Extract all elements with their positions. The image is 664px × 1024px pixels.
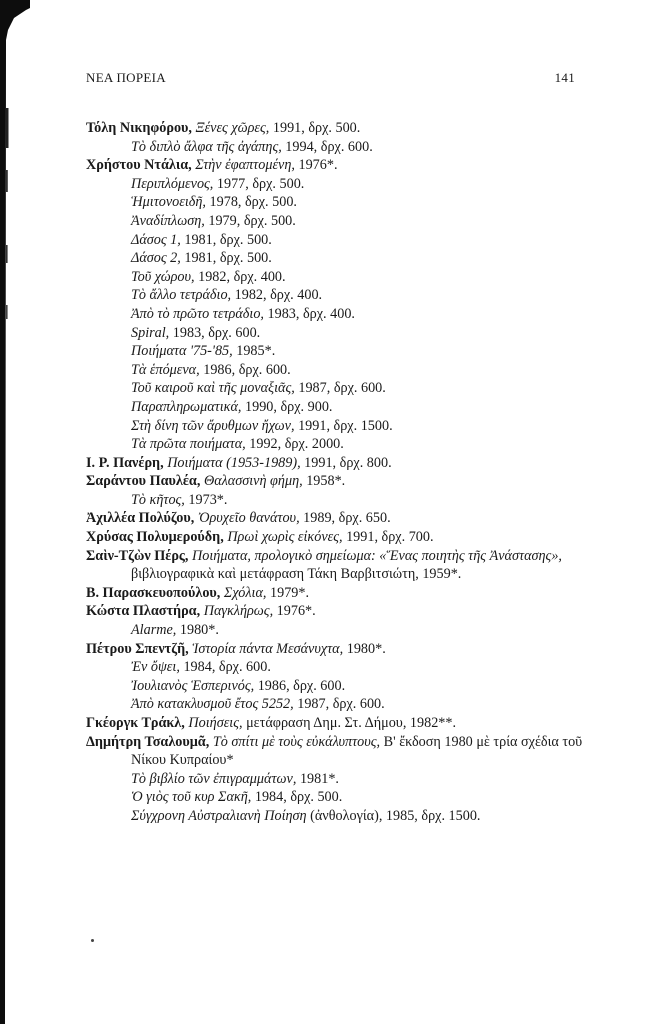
- list-item: [86, 435, 596, 454]
- list-item: [86, 212, 596, 231]
- running-title: ΝΕΑ ΠΟΡΕΙΑ: [86, 70, 166, 85]
- entry-author: Ἀχιλλέα Πολύζου,: [86, 510, 195, 527]
- entry-title: Τὰ πρῶτα ποιήματα,: [131, 436, 246, 453]
- entry-title: Ἐν ὄψει,: [131, 659, 180, 676]
- list-item: [86, 119, 596, 138]
- list-item: [86, 621, 596, 640]
- entry-details: 1981, δρχ. 500.: [180, 231, 272, 248]
- list-item: [86, 584, 596, 603]
- list-item: [86, 138, 596, 157]
- entry-title: Ποιήματα, προλογικὸ σημείωμα: «Ἕνας ποιητὴς τῆς Ἀνάστασης»,: [192, 547, 562, 564]
- entry-author: Κώστα Πλαστήρα,: [86, 603, 201, 620]
- list-item: [86, 528, 596, 547]
- list-item: [86, 770, 596, 789]
- list-item: [86, 342, 596, 361]
- entry-details: 1991, δρχ. 500.: [269, 120, 361, 136]
- entry-details: βιβλιογραφικὰ καὶ μετάφραση Τάκη Βαρβιτσιώτη, 1959*.: [131, 566, 462, 583]
- entry-details: 1979*.: [266, 584, 310, 601]
- entry-title: Στὴ δίνη τῶν ἄρυθμων ἤχων,: [131, 417, 295, 434]
- entry-details: 1994, δρχ. 600.: [281, 138, 373, 155]
- entry-details: 1979, δρχ. 500.: [204, 212, 296, 229]
- list-item: [86, 602, 596, 621]
- entry-title: Δάσος 2,: [131, 250, 181, 267]
- entry-title: Θαλασσινὴ φήμη,: [203, 473, 303, 490]
- list-item: [86, 193, 596, 212]
- entry-title: Ἱστορία πάντα Μεσάνυχτα,: [192, 640, 344, 657]
- entry-title: Ποιήματα '75-'85,: [131, 343, 233, 360]
- entry-author: Σαὶν-Τζὼν Πέρς,: [86, 547, 189, 564]
- page-number: 141: [554, 70, 575, 85]
- entry-title: Δάσος 1,: [131, 231, 181, 248]
- entry-title: Ξένες χῶρες,: [195, 120, 270, 136]
- list-item: [86, 472, 596, 491]
- entry-title: Ποιήσεις,: [188, 715, 243, 731]
- entry-title: Τὸ κῆτος,: [131, 491, 185, 508]
- entry-title: Παραπληρωματικά,: [131, 398, 242, 415]
- entry-title: Τὸ διπλὸ ἄλφα τῆς ἀγάπης,: [131, 138, 282, 155]
- entry-title: Στὴν ἐφαπτομένη,: [195, 157, 295, 174]
- page-edge-shadow: [0, 0, 30, 1024]
- entry-title: Τοῦ καιροῦ καὶ τῆς μοναξιᾶς,: [131, 380, 295, 397]
- entry-title: Σύγχρονη Αὐστραλιανὴ Ποίηση: [131, 807, 307, 824]
- entry-title: Ἀναδίπλωση,: [131, 212, 205, 229]
- entry-details: 1980*.: [176, 622, 219, 639]
- entry-title: Τοῦ χώρου,: [131, 268, 195, 285]
- entry-author: Χρήστου Ντάλια,: [86, 157, 192, 174]
- entry-title: Ἀπὸ κατακλυσμοῦ ἔτος 5252,: [131, 696, 294, 713]
- entry-title: Τὸ ἄλλο τετράδιο,: [131, 287, 232, 304]
- list-item: [86, 547, 596, 584]
- entry-details: 1980*.: [343, 640, 386, 657]
- list-item: [86, 324, 596, 343]
- entry-details: Β' ἔκδοση 1980 μὲ τρία σχέδια τοῦ Νίκου Κυπραίου*: [131, 733, 583, 769]
- entry-details: 1984, δρχ. 500.: [251, 789, 343, 806]
- entry-details: 1992, δρχ. 2000.: [245, 436, 344, 453]
- entry-details: 1981*.: [296, 770, 339, 787]
- list-item: [86, 714, 596, 733]
- list-item: [86, 156, 596, 175]
- entry-author: Δημήτρη Τσαλουμᾶ,: [86, 733, 210, 750]
- entry-details: 1991, δρχ. 1500.: [294, 417, 393, 434]
- entry-title: Τὸ σπίτι μὲ τοὺς εὐκάλυπτους,: [212, 733, 381, 750]
- entry-author: Χρύσας Πολυμερούδη,: [86, 529, 224, 546]
- entry-details: 1987, δρχ. 600.: [294, 380, 386, 397]
- entry-title: Πρωὶ χωρὶς εἰκόνες,: [227, 529, 343, 546]
- entry-details: 1983, δρχ. 400.: [263, 305, 355, 322]
- entry-title: Ποιήματα (1953-1989),: [167, 454, 301, 471]
- list-item: [86, 268, 596, 287]
- entry-details: 1978, δρχ. 500.: [205, 194, 297, 211]
- entry-details: 1977, δρχ. 500.: [213, 175, 305, 192]
- entry-title: Spiral,: [131, 324, 170, 341]
- entry-details: 1976*.: [294, 157, 338, 174]
- entry-title: Τὰ ἑπόμενα,: [131, 361, 200, 378]
- entry-details: 1991, δρχ. 800.: [300, 454, 392, 471]
- entry-title: Ἀπὸ τὸ πρῶτο τετράδιο,: [131, 305, 264, 322]
- list-item: [86, 398, 596, 417]
- list-item: [86, 509, 596, 528]
- entry-title: Ἰουλιανὸς Ἑσπερινός,: [131, 677, 255, 694]
- entry-title: Σχόλια,: [223, 584, 267, 601]
- entry-title: Ὁ γιὸς τοῦ κυρ Σακῆ,: [131, 789, 252, 806]
- list-item: [86, 695, 596, 714]
- entry-details: 1990, δρχ. 900.: [241, 398, 333, 415]
- list-item: [86, 175, 596, 194]
- list-item: [86, 640, 596, 659]
- entry-author: Β. Παρασκευοπούλου,: [86, 584, 221, 601]
- stray-mark: [91, 939, 94, 942]
- list-item: [86, 249, 596, 268]
- entry-details: 1976*.: [273, 603, 316, 620]
- list-item: [86, 733, 596, 770]
- entry-title: Ἡμιτονοειδῆ,: [131, 194, 206, 211]
- entry-title: Περιπλόμενος,: [131, 175, 214, 192]
- list-item: [86, 231, 596, 250]
- entry-title: Alarme,: [131, 622, 177, 639]
- list-item: [86, 305, 596, 324]
- entry-details: 1958*.: [302, 473, 346, 490]
- entry-details: 1973*.: [184, 491, 228, 508]
- entry-details: 1986, δρχ. 600.: [254, 677, 346, 694]
- entry-author: Σαράντου Παυλέα,: [86, 473, 201, 490]
- entry-title: Ὀρυχεῖο θανάτου,: [197, 510, 300, 527]
- entry-details: 1984, δρχ. 600.: [179, 659, 271, 676]
- list-item: [86, 286, 596, 305]
- list-item: [86, 361, 596, 380]
- list-item: [86, 454, 596, 473]
- entry-details: 1982, δρχ. 400.: [194, 268, 286, 285]
- list-item: [86, 491, 596, 510]
- entry-details: 1987, δρχ. 600.: [293, 696, 385, 713]
- entry-details: (ἀνθολογία), 1985, δρχ. 1500.: [306, 807, 481, 824]
- list-item: [86, 379, 596, 398]
- entry-details: 1982, δρχ. 400.: [231, 287, 323, 304]
- entry-details: 1981, δρχ. 500.: [180, 250, 272, 267]
- bibliography-list: [86, 119, 596, 826]
- list-item: [86, 658, 596, 677]
- entry-details: 1985*.: [232, 343, 276, 360]
- entry-author: Πέτρου Σπεντζῆ,: [86, 640, 189, 657]
- entry-details: 1983, δρχ. 600.: [169, 324, 261, 341]
- entry-author: Ι. Ρ. Πανέρη,: [86, 454, 164, 471]
- list-item: [86, 677, 596, 696]
- entry-details: 1991, δρχ. 700.: [342, 529, 434, 546]
- list-item: [86, 788, 596, 807]
- entry-details: 1989, δρχ. 650.: [299, 510, 391, 527]
- entry-title: Παγκλήρως,: [203, 603, 274, 620]
- entry-author: Γκέοργκ Τράκλ,: [86, 715, 185, 731]
- entry-details: μετάφραση Δημ. Στ. Δήμου, 1982**.: [242, 715, 457, 731]
- list-item: [86, 807, 596, 826]
- entry-title: Τὸ βιβλίο τῶν ἐπιγραμμάτων,: [131, 770, 297, 787]
- list-item: [86, 417, 596, 436]
- page-header: [86, 70, 575, 90]
- entry-author: Τόλη Νικηφόρου,: [86, 120, 192, 136]
- entry-details: 1986, δρχ. 600.: [199, 361, 291, 378]
